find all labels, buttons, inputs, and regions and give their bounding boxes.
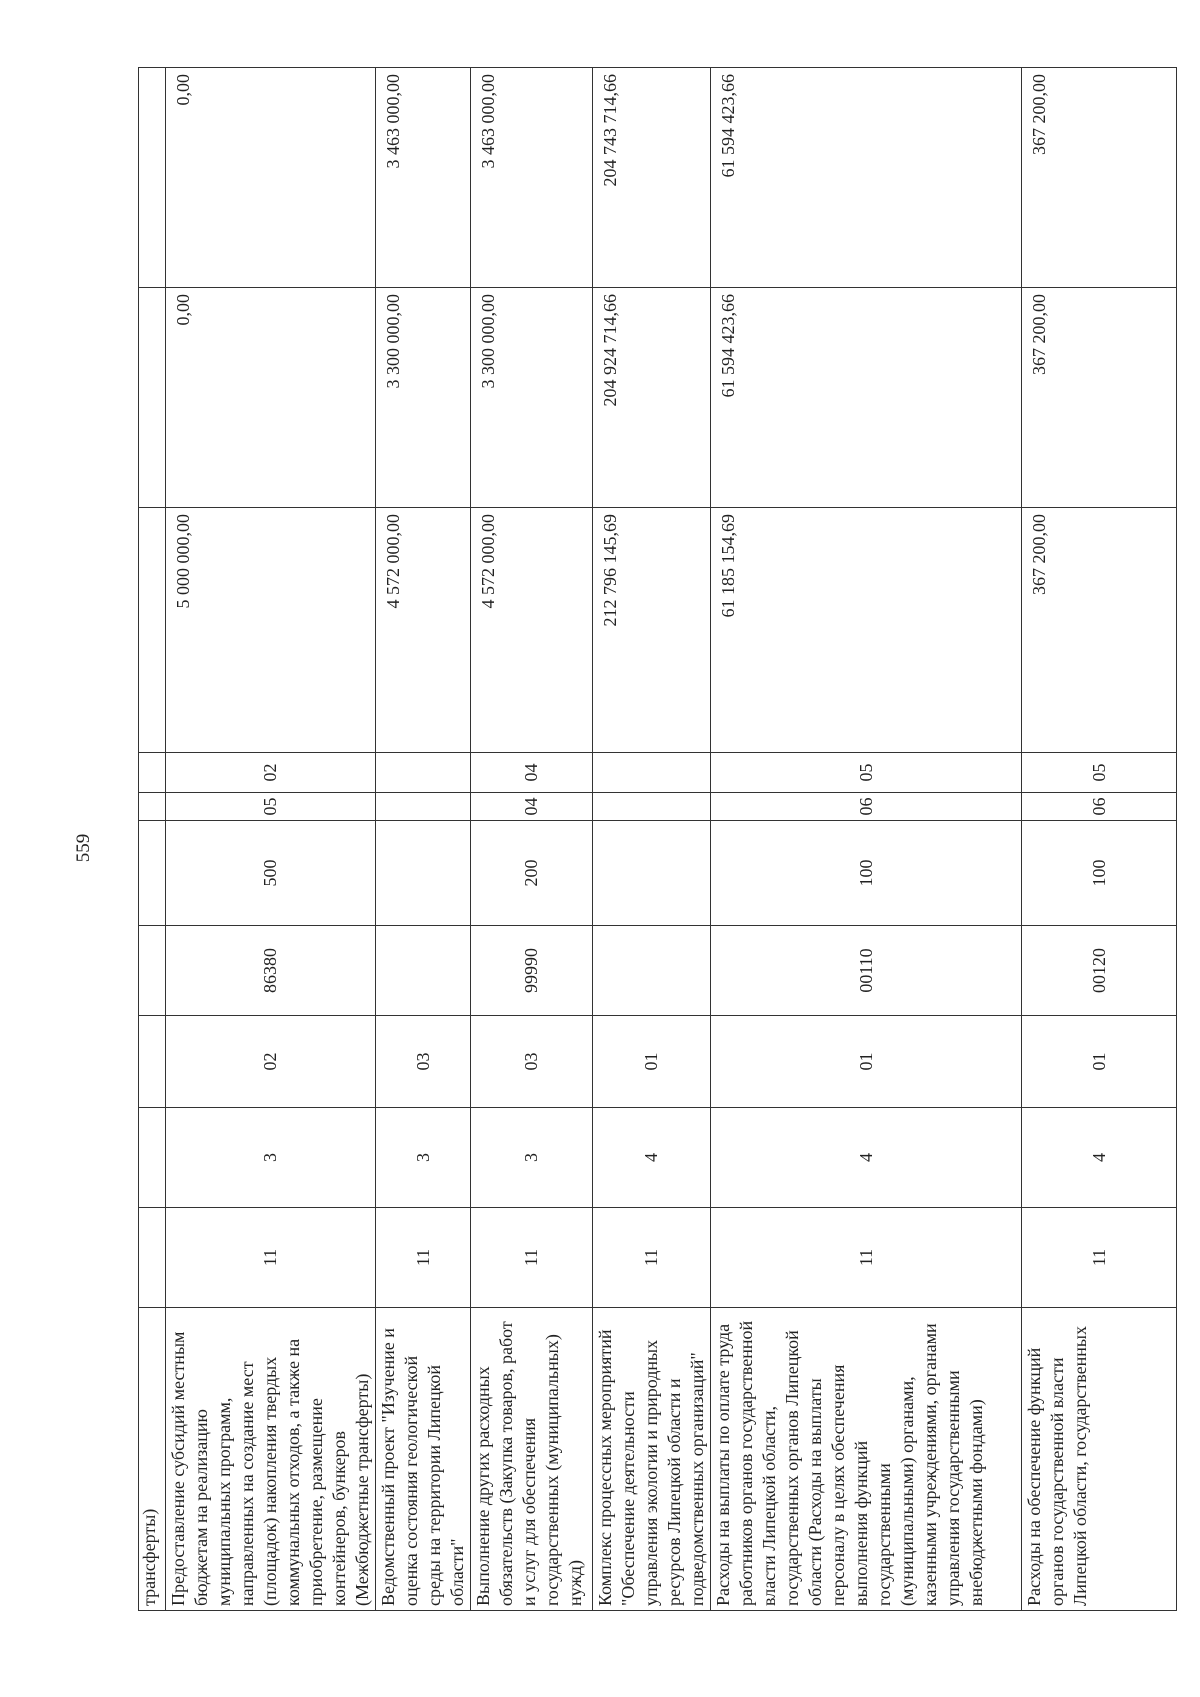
direction-code: 00110 (711, 926, 1022, 1016)
direction-code: 86380 (166, 926, 376, 1016)
event-code: 03 (376, 1016, 471, 1108)
expense-type-code (376, 821, 471, 926)
program-code: 11 (593, 1208, 711, 1308)
expense-type-code (593, 821, 711, 926)
amount-year-3: 204 743 714,66 (593, 68, 711, 288)
row-description: Расходы на выплаты по оплате труда работников органов государственной власти Липецкой области, государственных органов Липецкой области (Расходы на выплаты персоналу в целях обеспечения выполнения функций государственными (муниципальными) органами, казенными учреждениями, органами управления государственными внебюджетными фондами) (711, 1308, 1022, 1611)
program-code: 11 (471, 1208, 593, 1308)
amount-year-2: 3 300 000,00 (471, 288, 593, 508)
section-code: 06 (711, 793, 1022, 821)
amount-year-3: 61 594 423,66 (711, 68, 1022, 288)
program-code: 11 (711, 1208, 1022, 1308)
subprogram-code (139, 1108, 166, 1208)
table-row (711, 68, 1022, 1611)
table-row (471, 68, 593, 1611)
subsection-code: 05 (711, 753, 1022, 793)
direction-code: 00120 (1022, 926, 1177, 1016)
section-code: 06 (1022, 793, 1177, 821)
amount-year-1: 4 572 000,00 (376, 508, 471, 753)
row-description: Выполнение других расходных обязательств (Закупка товаров, работ и услуг для обеспечения государственных (муниципальных) нужд) (471, 1308, 593, 1611)
table-row (1022, 68, 1177, 1611)
amount-year-2: 3 300 000,00 (376, 288, 471, 508)
program-code (139, 1208, 166, 1308)
expense-type-code: 500 (166, 821, 376, 926)
amount-year-2: 367 200,00 (1022, 288, 1177, 508)
subprogram-code: 3 (376, 1108, 471, 1208)
table-row (139, 68, 166, 1611)
amount-year-3 (139, 68, 166, 288)
table-row (593, 68, 711, 1611)
amount-year-3: 367 200,00 (1022, 68, 1177, 288)
page-number: 559 (73, 833, 94, 863)
program-code: 11 (376, 1208, 471, 1308)
row-description: Предоставление субсидий местным бюджетам на реализацию муниципальных программ, направленных на создание мест (площадок) накопления твердых коммунальных отходов, а также на приобретение, размещение контейнеров, бункеров (Межбюджетные трансферты) (166, 1308, 376, 1611)
event-code: 01 (593, 1016, 711, 1108)
expense-type-code: 100 (711, 821, 1022, 926)
amount-year-2 (139, 288, 166, 508)
direction-code: 99990 (471, 926, 593, 1016)
subsection-code: 02 (166, 753, 376, 793)
direction-code (376, 926, 471, 1016)
amount-year-1: 5 000 000,00 (166, 508, 376, 753)
subprogram-code: 4 (1022, 1108, 1177, 1208)
amount-year-1: 61 185 154,69 (711, 508, 1022, 753)
expense-type-code: 200 (471, 821, 593, 926)
row-description: Ведомственный проект "Изучение и оценка состояния геологической среды на территории Липецкой области" (376, 1308, 471, 1611)
subprogram-code: 4 (593, 1108, 711, 1208)
amount-year-2: 204 924 714,66 (593, 288, 711, 508)
row-description: Комплекс процессных мероприятий "Обеспечение деятельности управления экологии и природных ресурсов Липецкой области и подведомственных организаций" (593, 1308, 711, 1611)
amount-year-1: 4 572 000,00 (471, 508, 593, 753)
subsection-code (376, 753, 471, 793)
subsection-code: 04 (471, 753, 593, 793)
program-code: 11 (166, 1208, 376, 1308)
expense-type-code (139, 821, 166, 926)
event-code: 03 (471, 1016, 593, 1108)
table-row (166, 68, 376, 1611)
section-code: 05 (166, 793, 376, 821)
section-code (139, 793, 166, 821)
expense-type-code: 100 (1022, 821, 1177, 926)
amount-year-3: 0,00 (166, 68, 376, 288)
subsection-code (139, 753, 166, 793)
row-description: трансферты) (139, 1308, 166, 1611)
table-row (376, 68, 471, 1611)
event-code: 01 (1022, 1016, 1177, 1108)
event-code (139, 1016, 166, 1108)
event-code: 02 (166, 1016, 376, 1108)
section-code: 04 (471, 793, 593, 821)
budget-table (138, 67, 1177, 1611)
amount-year-2: 61 594 423,66 (711, 288, 1022, 508)
row-description: Расходы на обеспечение функций органов государственной власти Липецкой области, государственных (1022, 1308, 1177, 1611)
amount-year-1: 212 796 145,69 (593, 508, 711, 753)
direction-code (593, 926, 711, 1016)
subprogram-code: 4 (711, 1108, 1022, 1208)
section-code (376, 793, 471, 821)
section-code (593, 793, 711, 821)
amount-year-3: 3 463 000,00 (471, 68, 593, 288)
amount-year-1 (139, 508, 166, 753)
amount-year-1: 367 200,00 (1022, 508, 1177, 753)
subsection-code: 05 (1022, 753, 1177, 793)
subsection-code (593, 753, 711, 793)
subprogram-code: 3 (471, 1108, 593, 1208)
direction-code (139, 926, 166, 1016)
program-code: 11 (1022, 1208, 1177, 1308)
subprogram-code: 3 (166, 1108, 376, 1208)
event-code: 01 (711, 1016, 1022, 1108)
budget-table-container (138, 68, 1109, 1611)
amount-year-3: 3 463 000,00 (376, 68, 471, 288)
amount-year-2: 0,00 (166, 288, 376, 508)
